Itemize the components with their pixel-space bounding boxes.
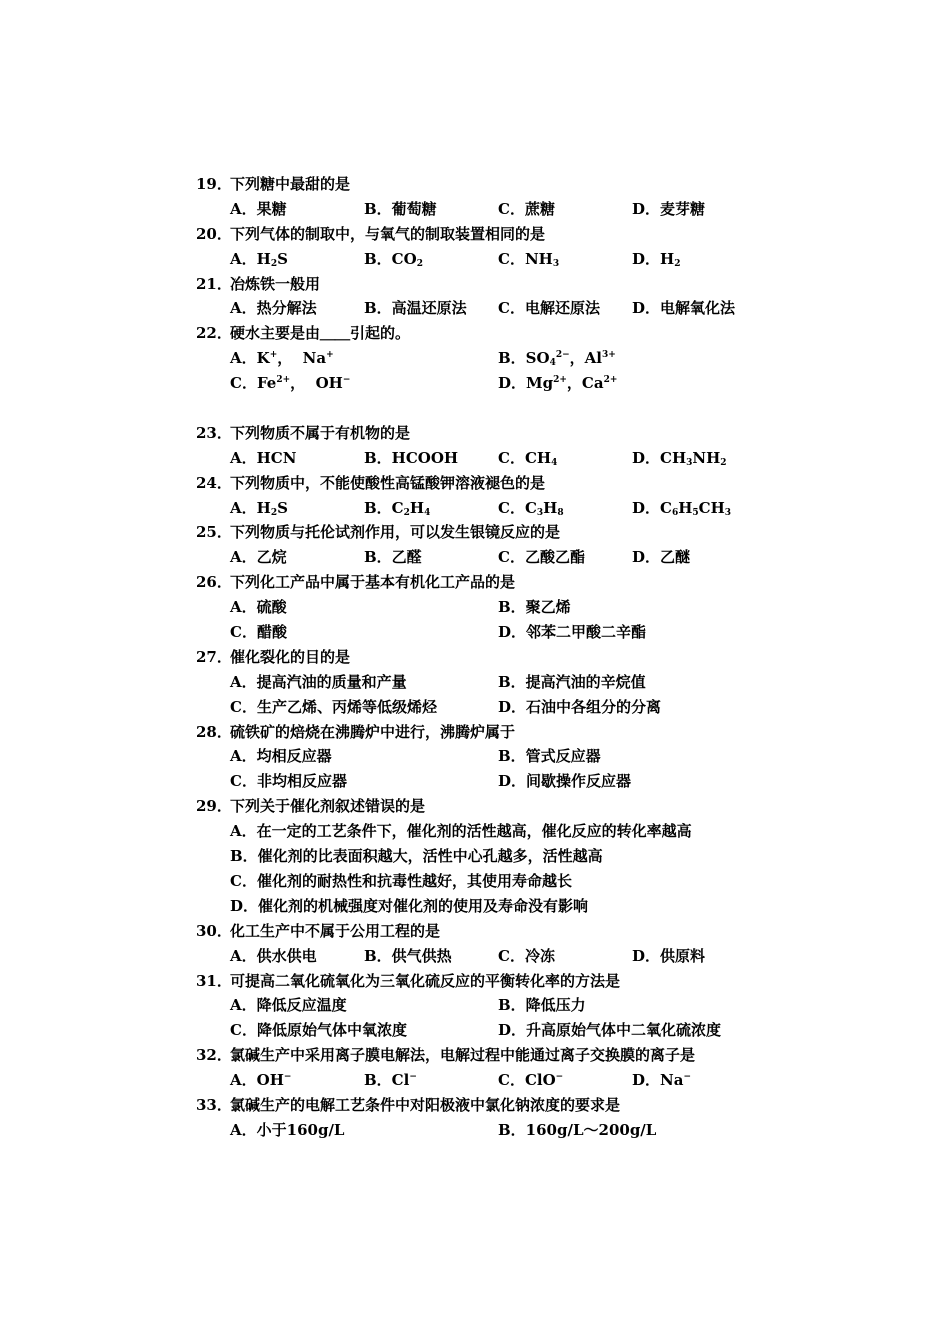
option-row bbox=[196, 993, 796, 1018]
question-text: 催化裂化的目的是 bbox=[230, 647, 351, 666]
question-stem bbox=[196, 471, 796, 496]
question-block bbox=[196, 520, 796, 570]
option-b: B．管式反应器 bbox=[498, 747, 601, 766]
question-block bbox=[196, 471, 796, 521]
option-c: C．$NH_3$ bbox=[498, 249, 560, 269]
option-a: A．在一定的工艺条件下，催化剂的活性越高，催化反应的转化率越高 bbox=[230, 822, 692, 841]
option-row bbox=[196, 944, 796, 969]
option-a: A．降低反应温度 bbox=[230, 996, 347, 1015]
blank-gap bbox=[196, 396, 796, 421]
option-row bbox=[196, 595, 796, 620]
option-row bbox=[196, 247, 796, 272]
question-number: 24． bbox=[196, 473, 232, 492]
option-c: C．非均相反应器 bbox=[230, 772, 347, 791]
option-d: D．乙醚 bbox=[632, 548, 691, 567]
option-d: D．麦芽糖 bbox=[632, 199, 706, 218]
option-a: A．果糖 bbox=[230, 199, 287, 218]
option-row bbox=[196, 744, 796, 769]
option-row bbox=[196, 1068, 796, 1093]
option-row bbox=[196, 1118, 796, 1143]
question-number: 32． bbox=[196, 1046, 232, 1065]
option-c: C．ClO− bbox=[498, 1071, 564, 1090]
question-text: 化工生产中不属于公用工程的是 bbox=[230, 921, 441, 940]
option-c: C．乙酸乙酯 bbox=[498, 548, 585, 567]
question-text: 氯碱生产的电解工艺条件中对阳极液中氯化钠浓度的要求是 bbox=[230, 1095, 621, 1114]
question-number: 22． bbox=[196, 324, 232, 343]
option-a: A．热分解法 bbox=[230, 299, 317, 318]
option-row bbox=[196, 346, 796, 371]
option-d: D．电解氧化法 bbox=[632, 299, 736, 318]
question-text: 氯碱生产中采用离子膜电解法，电解过程中能通过离子交换膜的离子是 bbox=[230, 1046, 696, 1065]
option-c: C．$CH_4$ bbox=[498, 448, 558, 468]
question-text: 下列气体的制取中，与氧气的制取装置相同的是 bbox=[230, 224, 546, 243]
option-b: B．供气供热 bbox=[364, 946, 452, 965]
question-stem bbox=[196, 520, 796, 545]
option-c: C．冷冻 bbox=[498, 946, 555, 965]
question-block bbox=[196, 172, 796, 222]
question-block bbox=[196, 570, 796, 645]
option-b: B．聚乙烯 bbox=[498, 598, 571, 617]
question-number: 26． bbox=[196, 573, 232, 592]
question-block bbox=[196, 1093, 796, 1143]
option-row bbox=[196, 844, 796, 869]
option-b: B．$CO_2$ bbox=[364, 249, 423, 269]
question-block bbox=[196, 919, 796, 969]
option-d: D．$Mg^{2+}$，$Ca^{2+}$ bbox=[498, 374, 618, 393]
question-stem bbox=[196, 720, 796, 745]
option-d: D．催化剂的机械强度对催化剂的使用及寿命没有影响 bbox=[230, 896, 589, 915]
option-c: C．蔗糖 bbox=[498, 199, 555, 218]
question-stem bbox=[196, 969, 796, 994]
option-d: D．$C_6H_5CH_3$ bbox=[632, 498, 732, 518]
question-block bbox=[196, 321, 796, 421]
question-block bbox=[196, 794, 796, 918]
question-text: 下列化工产品中属于基本有机化工产品的是 bbox=[230, 573, 516, 592]
question-text: 硫铁矿的焙烧在沸腾炉中进行，沸腾炉属于 bbox=[230, 722, 516, 741]
option-d: D．$H_2$ bbox=[632, 249, 681, 269]
option-b: B．$C_2H_4$ bbox=[364, 498, 431, 518]
question-text: 冶炼铁一般用 bbox=[230, 274, 321, 293]
option-a: A．$H_2S$ bbox=[230, 249, 288, 269]
option-d: D．供原料 bbox=[632, 946, 706, 965]
question-number: 29． bbox=[196, 797, 232, 816]
option-b: B．$SO_4^{2-}$，$Al^{3+}$ bbox=[498, 349, 616, 369]
option-a: A．供水供电 bbox=[230, 946, 317, 965]
question-stem bbox=[196, 645, 796, 670]
option-row bbox=[196, 894, 796, 919]
option-d: D．$CH_3NH_2$ bbox=[632, 448, 727, 468]
question-text: 下列物质与托伦试剂作用，可以发生银镜反应的是 bbox=[230, 523, 561, 542]
question-block bbox=[196, 1043, 796, 1093]
option-row bbox=[196, 695, 796, 720]
question-block bbox=[196, 969, 796, 1044]
question-stem bbox=[196, 1043, 796, 1068]
option-d: D．邻苯二甲酸二辛酯 bbox=[498, 623, 647, 642]
question-stem bbox=[196, 421, 796, 446]
question-block bbox=[196, 272, 796, 322]
question-number: 33． bbox=[196, 1095, 232, 1114]
question-stem bbox=[196, 794, 796, 819]
question-number: 19． bbox=[196, 175, 232, 193]
option-a: A．乙烷 bbox=[230, 548, 287, 567]
option-b: B．降低压力 bbox=[498, 996, 586, 1015]
question-number: 28． bbox=[196, 722, 232, 741]
option-d: D．间歇操作反应器 bbox=[498, 772, 632, 791]
question-block bbox=[196, 720, 796, 795]
option-a: A．硫酸 bbox=[230, 598, 287, 617]
option-row bbox=[196, 819, 796, 844]
option-c: C．醋酸 bbox=[230, 623, 287, 642]
question-stem bbox=[196, 222, 796, 247]
option-d: D．Na− bbox=[632, 1071, 691, 1090]
option-d: D．石油中各组分的分离 bbox=[498, 697, 662, 716]
question-text: 下列糖中最甜的是 bbox=[230, 175, 351, 193]
option-c: C．电解还原法 bbox=[498, 299, 600, 318]
option-row bbox=[196, 670, 796, 695]
question-stem bbox=[196, 272, 796, 297]
option-row bbox=[196, 197, 796, 222]
question-stem bbox=[196, 1093, 796, 1118]
option-d: D．升高原始气体中二氧化硫浓度 bbox=[498, 1021, 722, 1040]
option-c: C．$Fe^{2+}$， OH− bbox=[230, 374, 351, 393]
question-stem bbox=[196, 321, 796, 346]
option-row bbox=[196, 545, 796, 570]
question-number: 27． bbox=[196, 647, 232, 666]
option-row bbox=[196, 1018, 796, 1043]
question-stem bbox=[196, 172, 796, 197]
option-a: A．均相反应器 bbox=[230, 747, 332, 766]
question-number: 23． bbox=[196, 423, 232, 442]
option-row bbox=[196, 296, 796, 321]
question-number: 21． bbox=[196, 274, 232, 293]
option-row bbox=[196, 620, 796, 645]
option-a: A．提高汽油的质量和产量 bbox=[230, 672, 407, 691]
option-a: A．OH− bbox=[230, 1071, 292, 1090]
option-a: A．K+， Na+ bbox=[230, 349, 334, 368]
question-number: 30． bbox=[196, 921, 232, 940]
option-row bbox=[196, 446, 796, 471]
option-b: B．高温还原法 bbox=[364, 299, 467, 318]
question-block bbox=[196, 222, 796, 272]
option-row bbox=[196, 869, 796, 894]
option-row bbox=[196, 371, 796, 396]
question-list bbox=[196, 172, 796, 1143]
option-b: B．葡萄糖 bbox=[364, 199, 437, 218]
question-stem bbox=[196, 570, 796, 595]
option-b: B．乙醛 bbox=[364, 548, 422, 567]
option-a: A．HCN bbox=[230, 448, 297, 467]
question-number: 31． bbox=[196, 971, 232, 990]
option-row bbox=[196, 496, 796, 521]
question-text: 下列物质不属于有机物的是 bbox=[230, 423, 411, 442]
option-b: B．提高汽油的辛烷值 bbox=[498, 672, 646, 691]
question-stem bbox=[196, 919, 796, 944]
option-c: C．催化剂的耐热性和抗毒性越好，其使用寿命越长 bbox=[230, 871, 572, 890]
option-c: C．降低原始气体中氧浓度 bbox=[230, 1021, 407, 1040]
option-b: B．160g/L～200g/L bbox=[498, 1120, 657, 1139]
question-block bbox=[196, 645, 796, 720]
option-b: B．HCOOH bbox=[364, 448, 459, 467]
question-number: 25． bbox=[196, 523, 232, 542]
option-c: C．生产乙烯、丙烯等低级烯烃 bbox=[230, 697, 437, 716]
question-text: 可提高二氧化硫氧化为三氧化硫反应的平衡转化率的方法是 bbox=[230, 971, 621, 990]
option-row bbox=[196, 769, 796, 794]
option-b: B．催化剂的比表面积越大，活性中心孔越多，活性越高 bbox=[230, 847, 603, 866]
question-text: 下列关于催化剂叙述错误的是 bbox=[230, 797, 426, 816]
option-b: B．Cl− bbox=[364, 1071, 417, 1090]
option-a: A．$H_2S$ bbox=[230, 498, 288, 518]
question-number: 20． bbox=[196, 224, 232, 243]
question-text: 硬水主要是由＿＿引起的。 bbox=[230, 324, 411, 343]
question-text: 下列物质中，不能使酸性高锰酸钾溶液褪色的是 bbox=[230, 473, 546, 492]
question-block bbox=[196, 421, 796, 471]
option-a: A．小于160g/L bbox=[230, 1120, 345, 1139]
option-c: C．$C_3H_8$ bbox=[498, 498, 564, 518]
